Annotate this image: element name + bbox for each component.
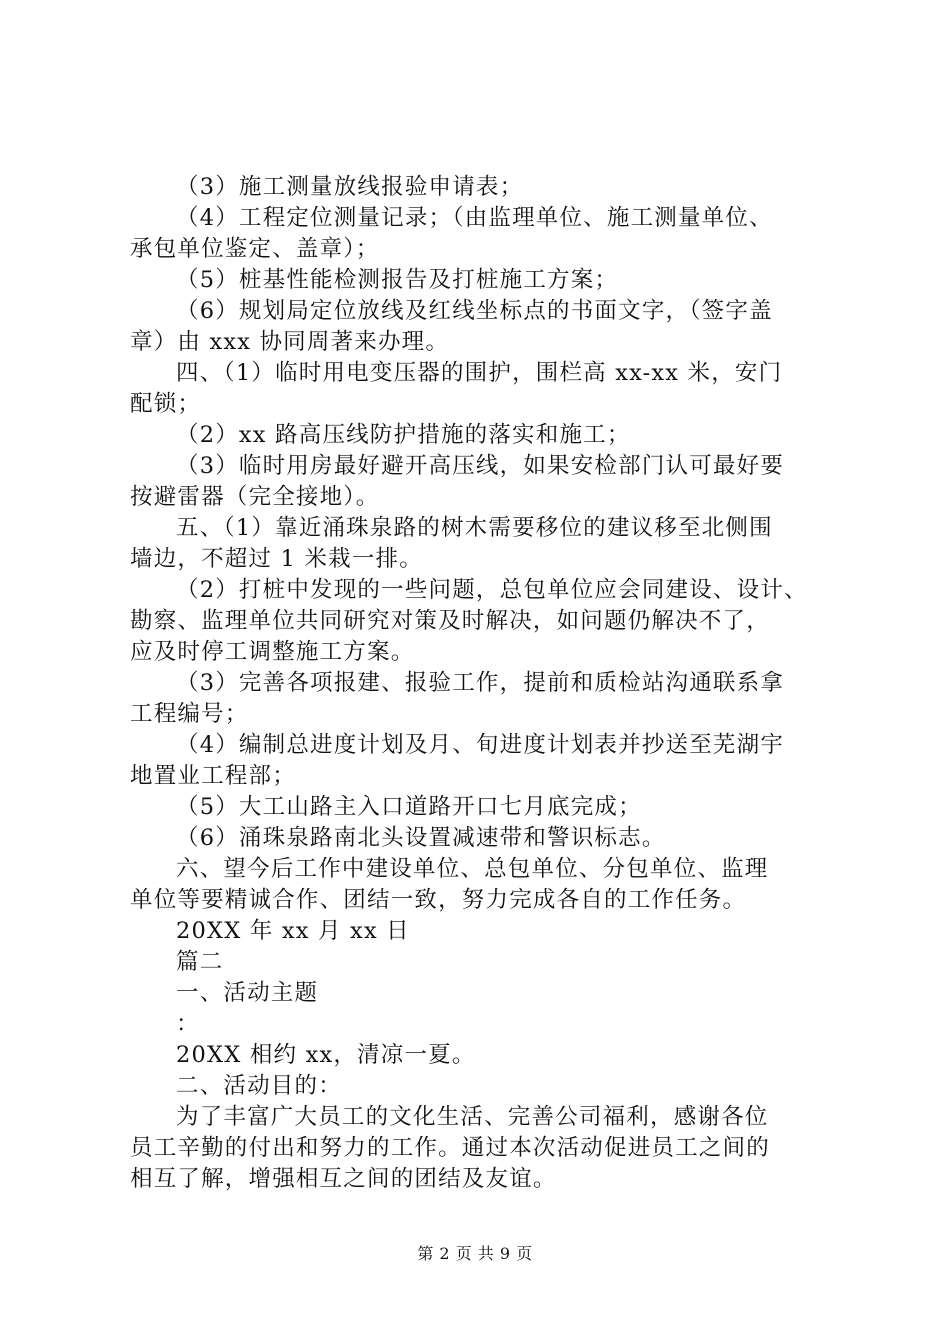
text-line: ：	[176, 1011, 200, 1037]
text-line: 为了丰富广大员工的文化生活、完善公司福利，感谢各位	[176, 1104, 769, 1130]
activity-theme-heading: 一、活动主题	[176, 980, 319, 1006]
text-line: （3）施工测量放线报验申请表；	[176, 174, 524, 200]
text-line: 按避雷器（完全接地）。	[130, 484, 380, 510]
text-line: （6）规划局定位放线及红线坐标点的书面文字，（签字盖	[176, 298, 773, 324]
page-number-footer: 第 2 页 共 9 页	[417, 1244, 533, 1263]
text-line: 承包单位鉴定、盖章）；	[130, 236, 380, 262]
text-line: 员工辛勤的付出和努力的工作。通过本次活动促进员工之间的	[130, 1135, 770, 1161]
text-line: （5）桩基性能检测报告及打桩施工方案；	[176, 267, 619, 293]
activity-purpose-heading: 二、活动目的：	[176, 1073, 342, 1099]
text-line: 工程编号；	[130, 701, 249, 727]
text-line: 勘察、监理单位共同研究对策及时解决，如问题仍解决不了，	[130, 608, 770, 634]
text-line: （2）xx 路高压线防护措施的落实和施工；	[176, 422, 631, 448]
text-line: 章）由 xxx 协同周著来办理。	[130, 329, 450, 355]
section-heading-5: 五、（1）靠近涌珠泉路的树木需要移位的建议移至北侧围	[176, 515, 773, 541]
text-line: （4）工程定位测量记录；（由监理单位、施工测量单位、	[176, 205, 773, 231]
section-heading-4: 四、（1）临时用电变压器的围护，围栏高 xx-xx 米，安门	[176, 360, 783, 386]
section-heading-6: 六、望今后工作中建设单位、总包单位、分包单位、监理	[176, 856, 769, 882]
document-body	[130, 172, 850, 1195]
text-line: （5）大工山路主入口道路开口七月底完成；	[176, 794, 642, 820]
text-line: 相互了解，增强相互之间的团结及友谊。	[130, 1166, 557, 1192]
text-line: （4）编制总进度计划及月、旬进度计划表并抄送至芜湖宇	[176, 732, 785, 758]
text-line: （3）完善各项报建、报验工作，提前和质检站沟通联系拿	[176, 670, 785, 696]
part-heading: 篇二	[176, 949, 224, 975]
date-line: 20XX 年 xx 月 xx 日	[176, 918, 410, 944]
text-line: 墙边，不超过 1 米栽一排。	[130, 546, 423, 572]
text-line: 地置业工程部；	[130, 763, 296, 789]
text-line: 应及时停工调整施工方案。	[130, 639, 415, 665]
text-line: 单位等要精诚合作、团结一致，努力完成各自的工作任务。	[130, 887, 747, 913]
text-line: 配锁；	[130, 391, 202, 417]
activity-theme: 20XX 相约 xx，清凉一夏。	[176, 1042, 476, 1068]
text-line: （3）临时用房最好避开高压线，如果安检部门认可最好要	[176, 453, 785, 479]
text-line: （6）涌珠泉路南北头设置减速带和警识标志。	[176, 825, 666, 851]
text-line: （2）打桩中发现的一些问题，总包单位应会同建设、设计、	[176, 577, 808, 603]
